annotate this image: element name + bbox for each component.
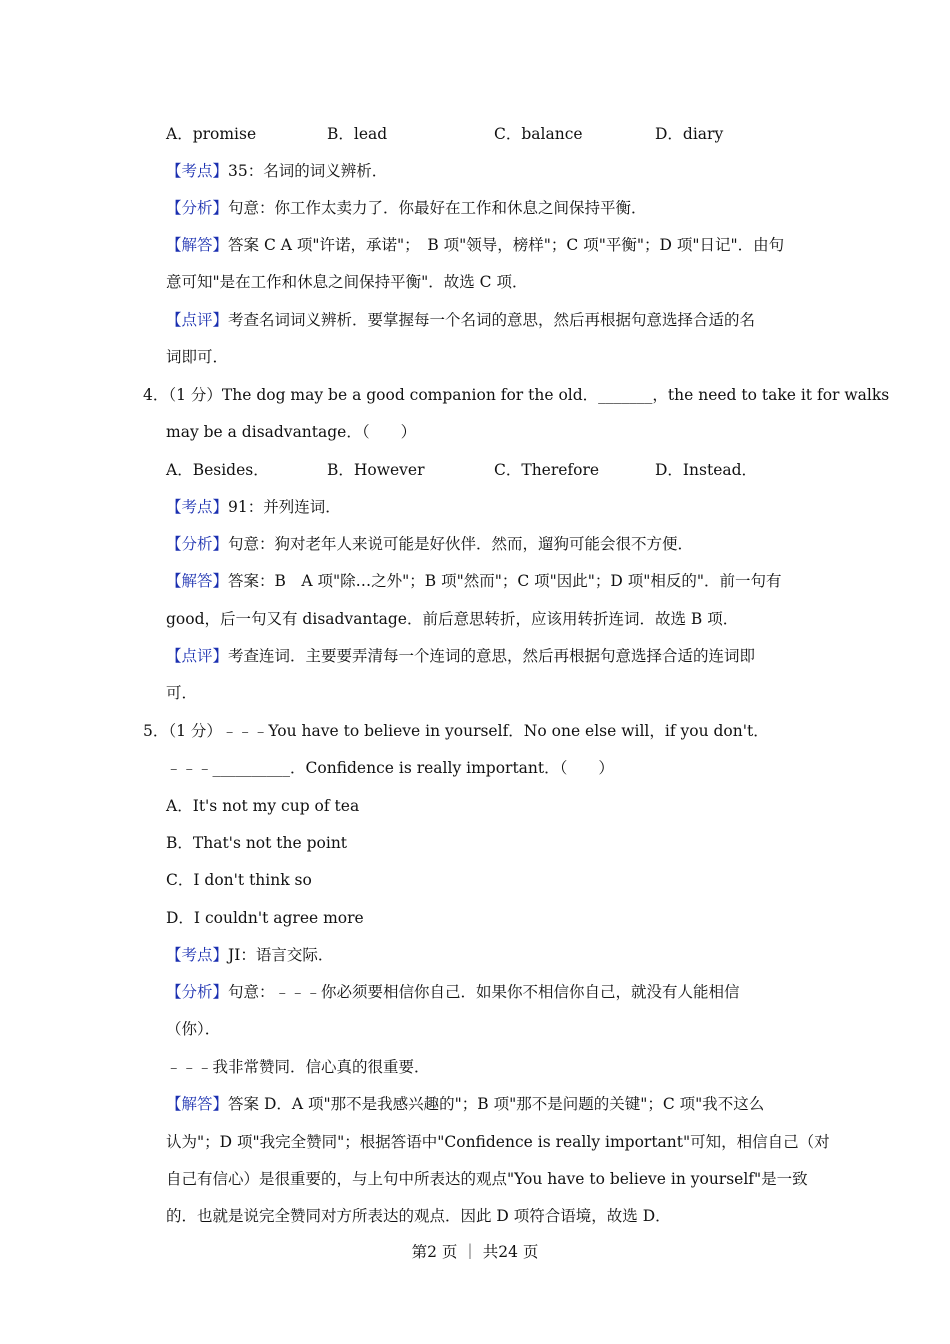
q5-option-c: C．I don't think so xyxy=(166,871,312,889)
q5-kaodian xyxy=(166,945,333,965)
q4-option-a: A．Besides． xyxy=(166,461,269,479)
jieda-tag: 【解答】 xyxy=(166,1095,229,1113)
q3-option-a: A．promise xyxy=(166,125,257,143)
q4-fenxi xyxy=(166,534,693,554)
q5-fenxi-cont: （你）． xyxy=(166,1020,221,1038)
q3-dianping xyxy=(166,310,755,330)
q4-kaodian xyxy=(166,497,341,517)
q5-stem-cont: ﹣﹣﹣__________．Confidence is really important．（ ） xyxy=(166,759,614,777)
q4-option-b: B．However xyxy=(327,461,425,479)
q3-dianping-cont: 词即可． xyxy=(166,348,229,366)
fenxi-text: 句意：﹣﹣﹣你必须要相信你自己．如果你不相信你自己，就没有人能相信 xyxy=(228,983,740,1001)
q5-jieda xyxy=(166,1094,764,1114)
q3-jieda xyxy=(166,235,784,255)
q5-fenxi-cont2: ﹣﹣﹣我非常赞同．信心真的很重要． xyxy=(166,1058,430,1076)
dianping-tag: 【点评】 xyxy=(166,311,229,329)
q5-option-d: D．I couldn't agree more xyxy=(166,909,364,927)
q5-stem: 5．（1 分）﹣﹣﹣You have to believe in yourself．No one else will，if you don't． xyxy=(143,722,769,740)
fenxi-tag: 【分析】 xyxy=(166,199,229,217)
fenxi-tag: 【分析】 xyxy=(166,983,229,1001)
page-footer: 第2 页 ｜ 共24 页 xyxy=(411,1243,539,1261)
q4-option-d: D．Instead． xyxy=(655,461,758,479)
jieda-tag: 【解答】 xyxy=(166,572,229,590)
kaodian-text: 35：名词的词义辨析． xyxy=(228,162,388,180)
kaodian-text: 91：并列连词． xyxy=(228,498,341,516)
dianping-text: 考查连词．主要要弄清每一个连词的意思，然后再根据句意选择合适的连词即 xyxy=(228,647,756,665)
fenxi-text: 句意：狗对老年人来说可能是好伙伴．然而，遛狗可能会很不方便． xyxy=(228,535,694,553)
jieda-tag: 【解答】 xyxy=(166,236,229,254)
kaodian-text: JI：语言交际． xyxy=(228,946,334,964)
q4-stem: 4．（1 分）The dog may be a good companion for the old．_______，the need to take it for walks xyxy=(143,386,890,404)
q4-dianping xyxy=(166,646,755,666)
q3-kaodian xyxy=(166,161,387,181)
fenxi-tag: 【分析】 xyxy=(166,535,229,553)
q5-fenxi xyxy=(166,982,740,1002)
q3-jieda-cont: 意可知"是在工作和休息之间保持平衡"．故选 C 项． xyxy=(166,273,528,291)
q5-jieda-cont2: 自己有信心）是很重要的，与上句中所表达的观点"You have to believe in yourself"是一致 xyxy=(166,1170,808,1188)
kaodian-tag: 【考点】 xyxy=(166,946,229,964)
dianping-text: 考查名词词义辨析．要掌握每一个名词的意思，然后再根据句意选择合适的名 xyxy=(228,311,756,329)
jieda-text: 答案：B A 项"除…之外"；B 项"然而"；C 项"因此"；D 项"相反的"．前一句有 xyxy=(228,572,782,590)
jieda-text: 答案 D．A 项"那不是我感兴趣的"；B 项"那不是问题的关键"；C 项"我不这么 xyxy=(228,1095,765,1113)
fenxi-text: 句意：你工作太卖力了．你最好在工作和休息之间保持平衡． xyxy=(228,199,647,217)
jieda-text: 答案 C A 项"许诺，承诺"； B 项"领导，榜样"；C 项"平衡"；D 项"日记"．由句 xyxy=(228,236,785,254)
q4-jieda-cont: good，后一句又有 disadvantage．前后意思转折，应该用转折连词．故选 B 项． xyxy=(166,610,739,628)
q5-jieda-cont3: 的．也就是说完全赞同对方所表达的观点．因此 D 项符合语境，故选 D． xyxy=(166,1207,671,1225)
q3-option-d: D．diary xyxy=(655,125,724,143)
q3-fenxi xyxy=(166,198,647,218)
q4-dianping-cont: 可． xyxy=(166,684,198,702)
q3-option-c: C．balance xyxy=(494,125,583,143)
q3-option-b: B．lead xyxy=(327,125,388,143)
kaodian-tag: 【考点】 xyxy=(166,498,229,516)
q4-stem-cont: may be a disadvantage．（ ） xyxy=(166,423,417,441)
q5-option-b: B．That's not the point xyxy=(166,834,348,852)
q5-option-a: A．It's not my cup of tea xyxy=(166,797,360,815)
kaodian-tag: 【考点】 xyxy=(166,162,229,180)
q5-jieda-cont: 认为"；D 项"我完全赞同"；根据答语中"Confidence is really important"可知，相信自己（对 xyxy=(166,1133,830,1151)
q4-option-c: C．Therefore xyxy=(494,461,600,479)
dianping-tag: 【点评】 xyxy=(166,647,229,665)
q4-jieda xyxy=(166,571,782,591)
